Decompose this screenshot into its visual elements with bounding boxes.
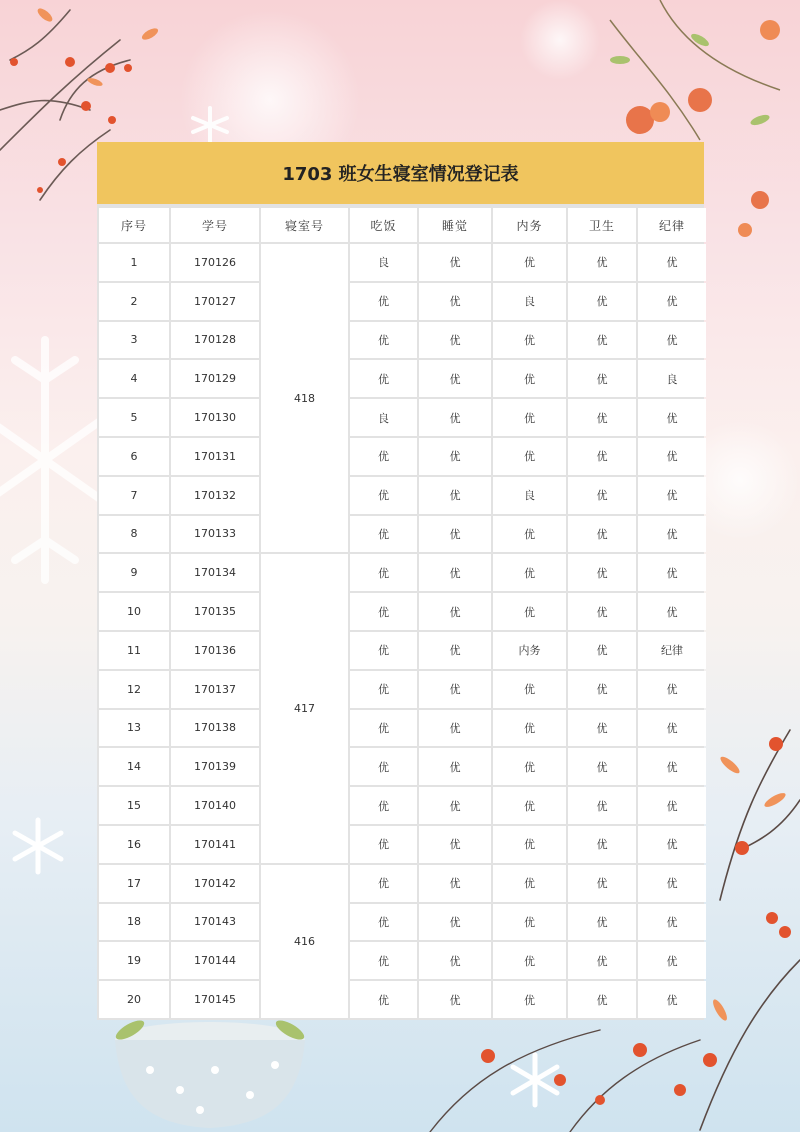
cell-sleeping: 优 — [419, 322, 491, 359]
cell-student-id: 170140 — [171, 787, 259, 824]
cell-eating: 优 — [350, 942, 417, 979]
cell-chores: 优 — [493, 593, 566, 630]
cell-student-id: 170128 — [171, 322, 259, 359]
cell-chores: 优 — [493, 942, 566, 979]
table-row — [99, 244, 706, 281]
cell-sleeping: 优 — [419, 671, 491, 708]
cell-sleeping: 优 — [419, 399, 491, 436]
cell-hygiene: 优 — [568, 477, 636, 514]
cell-student-id: 170130 — [171, 399, 259, 436]
cell-discipline: 良 — [638, 360, 706, 397]
cell-chores: 优 — [493, 710, 566, 747]
cell-discipline: 优 — [638, 981, 706, 1018]
cell-sleeping: 优 — [419, 904, 491, 941]
table-row — [99, 904, 706, 941]
cell-room: 418 — [261, 244, 348, 552]
cell-chores: 优 — [493, 904, 566, 941]
table-row — [99, 865, 706, 902]
cell-hygiene: 优 — [568, 632, 636, 669]
cell-discipline: 优 — [638, 710, 706, 747]
cell-student-id: 170142 — [171, 865, 259, 902]
cell-student-id: 170129 — [171, 360, 259, 397]
cell-discipline: 优 — [638, 593, 706, 630]
cell-hygiene: 优 — [568, 787, 636, 824]
cell-number: 5 — [99, 399, 169, 436]
cell-hygiene: 优 — [568, 593, 636, 630]
table-row — [99, 593, 706, 630]
cell-number: 15 — [99, 787, 169, 824]
cell-chores: 优 — [493, 981, 566, 1018]
table-row — [99, 787, 706, 824]
cell-student-id: 170133 — [171, 516, 259, 553]
cell-hygiene: 优 — [568, 981, 636, 1018]
table-row — [99, 438, 706, 475]
header-chores: 内务 — [493, 208, 566, 242]
cell-chores: 优 — [493, 748, 566, 785]
cell-discipline: 优 — [638, 787, 706, 824]
cell-discipline: 优 — [638, 671, 706, 708]
cell-sleeping: 优 — [419, 554, 491, 591]
cell-chores: 优 — [493, 671, 566, 708]
cell-number: 13 — [99, 710, 169, 747]
table-row — [99, 399, 706, 436]
cell-sleeping: 优 — [419, 477, 491, 514]
cell-number: 20 — [99, 981, 169, 1018]
cell-chores: 优 — [493, 787, 566, 824]
table-body — [99, 244, 706, 1018]
cell-eating: 优 — [350, 438, 417, 475]
cell-sleeping: 优 — [419, 826, 491, 863]
cell-student-id: 170126 — [171, 244, 259, 281]
leaves-top-left-icon — [36, 6, 160, 87]
cell-discipline: 优 — [638, 244, 706, 281]
cell-sleeping: 优 — [419, 710, 491, 747]
cell-sleeping: 优 — [419, 516, 491, 553]
cell-student-id: 170135 — [171, 593, 259, 630]
cell-sleeping: 优 — [419, 283, 491, 320]
cell-eating: 优 — [350, 322, 417, 359]
cell-number: 19 — [99, 942, 169, 979]
cell-chores: 优 — [493, 399, 566, 436]
cell-student-id: 170132 — [171, 477, 259, 514]
cell-discipline: 优 — [638, 399, 706, 436]
cell-eating: 优 — [350, 516, 417, 553]
cell-sleeping: 优 — [419, 942, 491, 979]
cell-discipline: 优 — [638, 322, 706, 359]
cell-hygiene: 优 — [568, 826, 636, 863]
cell-student-id: 170145 — [171, 981, 259, 1018]
cell-student-id: 170139 — [171, 748, 259, 785]
table-row — [99, 942, 706, 979]
cell-eating: 优 — [350, 981, 417, 1018]
cell-number: 6 — [99, 438, 169, 475]
cell-hygiene: 优 — [568, 904, 636, 941]
cell-chores: 内务 — [493, 632, 566, 669]
table-row — [99, 477, 706, 514]
cell-eating: 优 — [350, 554, 417, 591]
cell-sleeping: 优 — [419, 787, 491, 824]
snowflake-bottom-icon — [513, 1055, 557, 1105]
cell-eating: 优 — [350, 748, 417, 785]
cell-eating: 良 — [350, 399, 417, 436]
berries-bottom-icon — [481, 1043, 647, 1105]
sheet-title: 1703 班女生寝室情况登记表 — [97, 142, 704, 204]
cell-room: 416 — [261, 865, 348, 1018]
header-row — [99, 208, 706, 242]
table-row — [99, 710, 706, 747]
cell-chores: 优 — [493, 554, 566, 591]
header-sleeping: 睡觉 — [419, 208, 491, 242]
cell-chores: 优 — [493, 865, 566, 902]
cell-hygiene: 优 — [568, 865, 636, 902]
cell-eating: 优 — [350, 671, 417, 708]
cell-eating: 优 — [350, 283, 417, 320]
cell-eating: 优 — [350, 360, 417, 397]
cell-chores: 优 — [493, 244, 566, 281]
cell-eating: 优 — [350, 710, 417, 747]
table-row — [99, 748, 706, 785]
cell-hygiene: 优 — [568, 671, 636, 708]
table-row — [99, 283, 706, 320]
cell-student-id: 170136 — [171, 632, 259, 669]
cell-hygiene: 优 — [568, 438, 636, 475]
cell-sleeping: 优 — [419, 632, 491, 669]
cell-discipline: 优 — [638, 748, 706, 785]
header-student-id: 学号 — [171, 208, 259, 242]
leaves-bottom-right-icon — [711, 754, 788, 1022]
cell-sleeping: 优 — [419, 360, 491, 397]
cell-chores: 良 — [493, 477, 566, 514]
cell-discipline: 优 — [638, 438, 706, 475]
cell-hygiene: 优 — [568, 516, 636, 553]
cell-student-id: 170143 — [171, 904, 259, 941]
cell-discipline: 优 — [638, 826, 706, 863]
table-row — [99, 981, 706, 1018]
cell-sleeping: 优 — [419, 981, 491, 1018]
cell-student-id: 170127 — [171, 283, 259, 320]
cell-sleeping: 优 — [419, 244, 491, 281]
cell-number: 2 — [99, 283, 169, 320]
cell-number: 12 — [99, 671, 169, 708]
cell-student-id: 170144 — [171, 942, 259, 979]
table-row — [99, 516, 706, 553]
cell-room: 417 — [261, 554, 348, 862]
cell-discipline: 优 — [638, 283, 706, 320]
cell-sleeping: 优 — [419, 593, 491, 630]
cell-number: 16 — [99, 826, 169, 863]
cell-discipline: 优 — [638, 477, 706, 514]
header-eating: 吃饭 — [350, 208, 417, 242]
cell-number: 11 — [99, 632, 169, 669]
cell-discipline: 优 — [638, 865, 706, 902]
header-room: 寝室号 — [261, 208, 348, 242]
cell-hygiene: 优 — [568, 748, 636, 785]
cell-eating: 优 — [350, 865, 417, 902]
cell-hygiene: 优 — [568, 322, 636, 359]
cell-eating: 优 — [350, 826, 417, 863]
cell-hygiene: 优 — [568, 554, 636, 591]
cell-eating: 优 — [350, 477, 417, 514]
cell-number: 7 — [99, 477, 169, 514]
cell-eating: 优 — [350, 904, 417, 941]
cell-number: 10 — [99, 593, 169, 630]
cell-student-id: 170141 — [171, 826, 259, 863]
cell-hygiene: 优 — [568, 942, 636, 979]
cell-sleeping: 优 — [419, 865, 491, 902]
header-discipline: 纪律 — [638, 208, 706, 242]
table-row — [99, 554, 706, 591]
table-row — [99, 632, 706, 669]
cell-number: 18 — [99, 904, 169, 941]
table-row — [99, 322, 706, 359]
cell-sleeping: 优 — [419, 438, 491, 475]
cell-chores: 优 — [493, 438, 566, 475]
cell-eating: 良 — [350, 244, 417, 281]
cell-number: 17 — [99, 865, 169, 902]
cell-number: 8 — [99, 516, 169, 553]
cell-discipline: 纪律 — [638, 632, 706, 669]
teacup-icon — [113, 1017, 307, 1128]
cell-discipline: 优 — [638, 516, 706, 553]
cell-chores: 良 — [493, 283, 566, 320]
cell-hygiene: 优 — [568, 244, 636, 281]
cell-discipline: 优 — [638, 904, 706, 941]
cell-hygiene: 优 — [568, 399, 636, 436]
cell-student-id: 170138 — [171, 710, 259, 747]
cell-chores: 优 — [493, 516, 566, 553]
cell-sleeping: 优 — [419, 748, 491, 785]
dorm-record-sheet — [97, 142, 704, 1020]
table-row — [99, 671, 706, 708]
cell-hygiene: 优 — [568, 283, 636, 320]
cell-number: 9 — [99, 554, 169, 591]
cell-chores: 优 — [493, 322, 566, 359]
cell-hygiene: 优 — [568, 710, 636, 747]
cell-student-id: 170131 — [171, 438, 259, 475]
cell-eating: 优 — [350, 787, 417, 824]
cell-chores: 优 — [493, 826, 566, 863]
cell-hygiene: 优 — [568, 360, 636, 397]
dorm-record-table — [97, 206, 708, 1020]
cell-eating: 优 — [350, 632, 417, 669]
cell-discipline: 优 — [638, 942, 706, 979]
cell-number: 3 — [99, 322, 169, 359]
header-hygiene: 卫生 — [568, 208, 636, 242]
cell-eating: 优 — [350, 593, 417, 630]
table-row — [99, 360, 706, 397]
table-row — [99, 826, 706, 863]
header-number: 序号 — [99, 208, 169, 242]
cell-student-id: 170137 — [171, 671, 259, 708]
cell-chores: 优 — [493, 360, 566, 397]
cell-number: 4 — [99, 360, 169, 397]
cell-student-id: 170134 — [171, 554, 259, 591]
cell-number: 1 — [99, 244, 169, 281]
cell-discipline: 优 — [638, 554, 706, 591]
snowflake-bottom-left-icon — [15, 820, 61, 872]
cell-number: 14 — [99, 748, 169, 785]
